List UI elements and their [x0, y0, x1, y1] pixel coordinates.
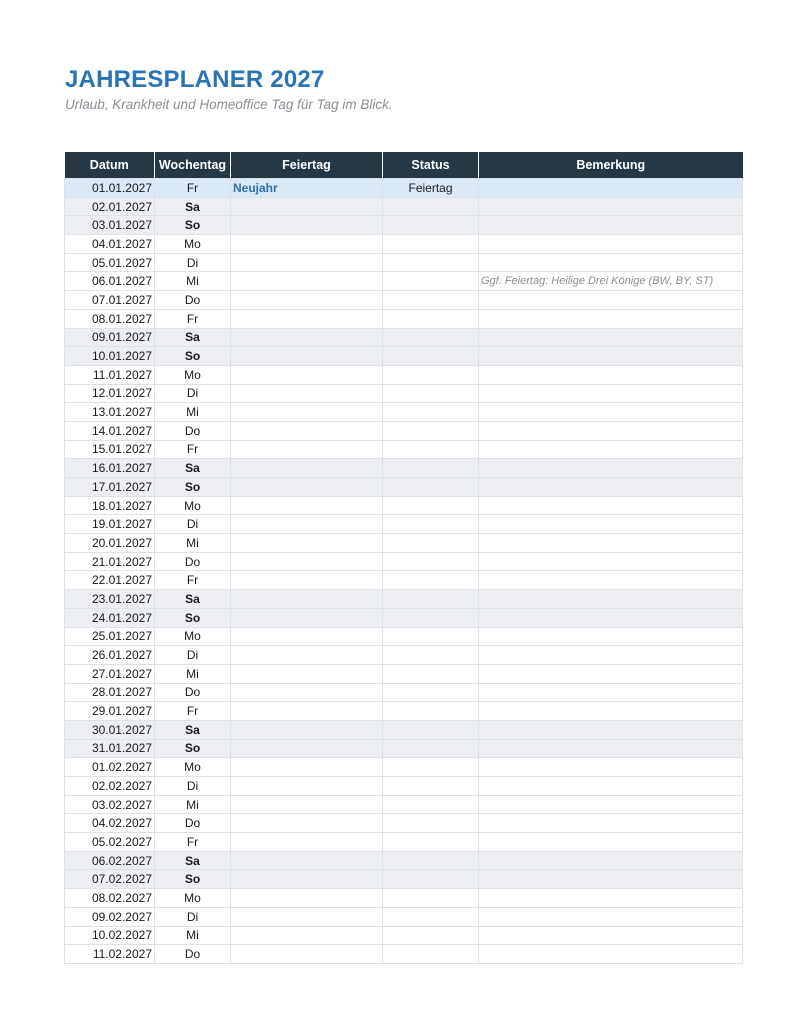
status-cell[interactable] [383, 889, 479, 908]
date-cell[interactable]: 05.01.2027 [65, 253, 155, 272]
weekday-cell[interactable]: Mi [155, 795, 231, 814]
note-cell[interactable] [479, 814, 743, 833]
weekday-cell[interactable]: Fr [155, 179, 231, 198]
table-row [65, 795, 743, 814]
table-row [65, 496, 743, 515]
weekday-cell[interactable]: Sa [155, 328, 231, 347]
holiday-cell[interactable] [231, 253, 383, 272]
date-cell[interactable]: 04.02.2027 [65, 814, 155, 833]
table-row [65, 926, 743, 945]
holiday-cell[interactable] [231, 907, 383, 926]
date-cell[interactable]: 01.01.2027 [65, 179, 155, 198]
table-row [65, 179, 743, 198]
holiday-cell[interactable] [231, 720, 383, 739]
date-cell[interactable]: 19.01.2027 [65, 515, 155, 534]
holiday-cell[interactable] [231, 571, 383, 590]
date-cell[interactable]: 13.01.2027 [65, 403, 155, 422]
column-header-bemerkung: Bemerkung [479, 152, 743, 179]
status-cell[interactable] [383, 777, 479, 796]
status-cell[interactable] [383, 347, 479, 366]
holiday-cell[interactable] [231, 739, 383, 758]
column-header-wochentag: Wochentag [155, 152, 231, 179]
status-cell[interactable] [383, 571, 479, 590]
date-cell[interactable]: 03.02.2027 [65, 795, 155, 814]
note-cell[interactable] [479, 851, 743, 870]
note-cell[interactable] [479, 720, 743, 739]
weekday-cell[interactable]: Di [155, 646, 231, 665]
table-row [65, 421, 743, 440]
date-cell[interactable]: 08.01.2027 [65, 309, 155, 328]
note-cell[interactable] [479, 216, 743, 235]
date-cell[interactable]: 20.01.2027 [65, 534, 155, 553]
table-row [65, 309, 743, 328]
weekday-cell[interactable]: Mo [155, 627, 231, 646]
note-cell[interactable] [479, 758, 743, 777]
status-cell[interactable] [383, 814, 479, 833]
date-cell[interactable]: 12.01.2027 [65, 384, 155, 403]
weekday-cell[interactable]: So [155, 870, 231, 889]
table-row [65, 590, 743, 609]
holiday-cell[interactable] [231, 590, 383, 609]
table-header [65, 152, 743, 179]
holiday-cell[interactable] [231, 889, 383, 908]
note-cell[interactable] [479, 870, 743, 889]
weekday-cell[interactable]: Di [155, 777, 231, 796]
weekday-cell[interactable]: Fr [155, 571, 231, 590]
note-cell[interactable] [479, 309, 743, 328]
note-cell[interactable] [479, 795, 743, 814]
table-row [65, 552, 743, 571]
holiday-cell[interactable] [231, 440, 383, 459]
table-row [65, 347, 743, 366]
date-cell[interactable]: 06.02.2027 [65, 851, 155, 870]
holiday-cell[interactable] [231, 646, 383, 665]
weekday-cell[interactable]: So [155, 478, 231, 497]
note-cell[interactable] [479, 403, 743, 422]
weekday-cell[interactable]: So [155, 608, 231, 627]
weekday-cell[interactable]: Mi [155, 272, 231, 291]
weekday-cell[interactable]: Sa [155, 851, 231, 870]
weekday-cell[interactable]: Do [155, 814, 231, 833]
table-row [65, 235, 743, 254]
holiday-cell[interactable] [231, 515, 383, 534]
weekday-cell[interactable]: Sa [155, 459, 231, 478]
table-row [65, 515, 743, 534]
date-cell[interactable]: 28.01.2027 [65, 683, 155, 702]
note-cell[interactable] [479, 739, 743, 758]
weekday-cell[interactable]: Do [155, 421, 231, 440]
table-row [65, 702, 743, 721]
table-row [65, 291, 743, 310]
status-cell[interactable] [383, 945, 479, 964]
holiday-cell[interactable] [231, 272, 383, 291]
table-row [65, 384, 743, 403]
date-cell[interactable]: 31.01.2027 [65, 739, 155, 758]
date-cell[interactable]: 01.02.2027 [65, 758, 155, 777]
weekday-cell[interactable]: So [155, 739, 231, 758]
status-cell[interactable] [383, 459, 479, 478]
table-row [65, 627, 743, 646]
status-cell[interactable]: Feiertag [383, 179, 479, 198]
table-row [65, 403, 743, 422]
table-row [65, 664, 743, 683]
status-cell[interactable] [383, 253, 479, 272]
date-cell[interactable]: 09.02.2027 [65, 907, 155, 926]
status-cell[interactable] [383, 833, 479, 852]
note-cell[interactable] [479, 478, 743, 497]
note-cell[interactable] [479, 291, 743, 310]
date-cell[interactable]: 07.01.2027 [65, 291, 155, 310]
column-header-datum: Datum [65, 152, 155, 179]
weekday-cell[interactable]: Mo [155, 365, 231, 384]
weekday-cell[interactable]: Do [155, 552, 231, 571]
weekday-cell[interactable]: Do [155, 291, 231, 310]
table-row [65, 720, 743, 739]
table-row [65, 646, 743, 665]
weekday-cell[interactable]: Di [155, 384, 231, 403]
page-title: JAHRESPLANER 2027 [65, 66, 325, 93]
table-row [65, 889, 743, 908]
holiday-cell[interactable] [231, 534, 383, 553]
table-row [65, 851, 743, 870]
status-cell[interactable] [383, 758, 479, 777]
note-cell[interactable] [479, 590, 743, 609]
status-cell[interactable] [383, 309, 479, 328]
table-row [65, 870, 743, 889]
holiday-cell[interactable] [231, 478, 383, 497]
weekday-cell[interactable]: Mi [155, 534, 231, 553]
status-cell[interactable] [383, 608, 479, 627]
note-cell[interactable] [479, 421, 743, 440]
note-cell[interactable] [479, 552, 743, 571]
status-cell[interactable] [383, 534, 479, 553]
status-cell[interactable] [383, 907, 479, 926]
table-row [65, 907, 743, 926]
status-cell[interactable] [383, 515, 479, 534]
page-subtitle: Urlaub, Krankheit und Homeoffice Tag für Tag im Blick. [65, 97, 393, 112]
note-cell[interactable] [479, 328, 743, 347]
table-row [65, 945, 743, 964]
status-cell[interactable] [383, 384, 479, 403]
weekday-cell[interactable]: Di [155, 515, 231, 534]
date-cell[interactable]: 11.01.2027 [65, 365, 155, 384]
date-cell[interactable]: 29.01.2027 [65, 702, 155, 721]
table-body [65, 179, 743, 964]
status-cell[interactable] [383, 235, 479, 254]
table-row [65, 683, 743, 702]
weekday-cell[interactable]: Do [155, 945, 231, 964]
note-cell[interactable] [479, 253, 743, 272]
date-cell[interactable]: 07.02.2027 [65, 870, 155, 889]
holiday-cell[interactable] [231, 365, 383, 384]
weekday-cell[interactable]: Sa [155, 197, 231, 216]
holiday-cell[interactable] [231, 403, 383, 422]
weekday-cell[interactable]: Mi [155, 926, 231, 945]
table-row [65, 328, 743, 347]
status-cell[interactable] [383, 440, 479, 459]
note-cell[interactable] [479, 179, 743, 198]
holiday-cell[interactable] [231, 870, 383, 889]
holiday-cell[interactable] [231, 347, 383, 366]
weekday-cell[interactable]: Mo [155, 758, 231, 777]
note-cell[interactable] [479, 515, 743, 534]
holiday-cell[interactable] [231, 291, 383, 310]
table-row [65, 459, 743, 478]
weekday-cell[interactable]: Mo [155, 889, 231, 908]
note-cell[interactable] [479, 777, 743, 796]
date-cell[interactable]: 16.01.2027 [65, 459, 155, 478]
note-cell[interactable] [479, 646, 743, 665]
date-cell[interactable]: 17.01.2027 [65, 478, 155, 497]
table-row [65, 814, 743, 833]
holiday-cell[interactable] [231, 235, 383, 254]
date-cell[interactable]: 30.01.2027 [65, 720, 155, 739]
status-cell[interactable] [383, 421, 479, 440]
status-cell[interactable] [383, 197, 479, 216]
note-cell[interactable] [479, 833, 743, 852]
date-cell[interactable]: 25.01.2027 [65, 627, 155, 646]
holiday-cell[interactable] [231, 309, 383, 328]
status-cell[interactable] [383, 291, 479, 310]
note-cell[interactable] [479, 702, 743, 721]
holiday-cell[interactable] [231, 421, 383, 440]
table-row [65, 777, 743, 796]
holiday-cell[interactable] [231, 833, 383, 852]
weekday-cell[interactable]: Do [155, 683, 231, 702]
date-cell[interactable]: 27.01.2027 [65, 664, 155, 683]
table-row [65, 253, 743, 272]
holiday-cell[interactable] [231, 851, 383, 870]
status-cell[interactable] [383, 720, 479, 739]
status-cell[interactable] [383, 646, 479, 665]
date-cell[interactable]: 22.01.2027 [65, 571, 155, 590]
holiday-cell[interactable] [231, 945, 383, 964]
holiday-cell[interactable] [231, 814, 383, 833]
header-row [65, 152, 743, 179]
holiday-cell[interactable] [231, 459, 383, 478]
date-cell[interactable]: 03.01.2027 [65, 216, 155, 235]
holiday-cell[interactable] [231, 608, 383, 627]
date-cell[interactable]: 18.01.2027 [65, 496, 155, 515]
note-cell[interactable] [479, 889, 743, 908]
holiday-cell[interactable]: Neujahr [231, 179, 383, 198]
table-row [65, 197, 743, 216]
weekday-cell[interactable]: Sa [155, 720, 231, 739]
note-cell[interactable] [479, 926, 743, 945]
status-cell[interactable] [383, 272, 479, 291]
holiday-cell[interactable] [231, 552, 383, 571]
date-cell[interactable]: 05.02.2027 [65, 833, 155, 852]
status-cell[interactable] [383, 627, 479, 646]
date-cell[interactable]: 26.01.2027 [65, 646, 155, 665]
date-cell[interactable]: 10.01.2027 [65, 347, 155, 366]
holiday-cell[interactable] [231, 926, 383, 945]
table-row [65, 365, 743, 384]
table-row [65, 739, 743, 758]
status-cell[interactable] [383, 552, 479, 571]
status-cell[interactable] [383, 496, 479, 515]
holiday-cell[interactable] [231, 496, 383, 515]
status-cell[interactable] [383, 870, 479, 889]
holiday-cell[interactable] [231, 777, 383, 796]
holiday-cell[interactable] [231, 683, 383, 702]
status-cell[interactable] [383, 328, 479, 347]
status-cell[interactable] [383, 590, 479, 609]
note-cell[interactable] [479, 384, 743, 403]
status-cell[interactable] [383, 702, 479, 721]
table-row [65, 833, 743, 852]
holiday-cell[interactable] [231, 328, 383, 347]
holiday-cell[interactable] [231, 627, 383, 646]
status-cell[interactable] [383, 365, 479, 384]
weekday-cell[interactable]: Fr [155, 702, 231, 721]
note-cell[interactable] [479, 608, 743, 627]
weekday-cell[interactable]: Mo [155, 235, 231, 254]
note-cell[interactable] [479, 627, 743, 646]
weekday-cell[interactable]: So [155, 347, 231, 366]
note-cell[interactable] [479, 683, 743, 702]
table-row [65, 758, 743, 777]
holiday-cell[interactable] [231, 758, 383, 777]
table-row [65, 440, 743, 459]
note-cell[interactable] [479, 365, 743, 384]
date-cell[interactable]: 10.02.2027 [65, 926, 155, 945]
status-cell[interactable] [383, 851, 479, 870]
note-cell[interactable] [479, 440, 743, 459]
weekday-cell[interactable]: Di [155, 253, 231, 272]
note-cell[interactable] [479, 664, 743, 683]
weekday-cell[interactable]: Fr [155, 440, 231, 459]
weekday-cell[interactable]: So [155, 216, 231, 235]
note-cell[interactable] [479, 496, 743, 515]
table-row [65, 571, 743, 590]
note-cell[interactable] [479, 235, 743, 254]
holiday-cell[interactable] [231, 384, 383, 403]
status-cell[interactable] [383, 664, 479, 683]
date-cell[interactable]: 21.01.2027 [65, 552, 155, 571]
note-cell[interactable] [479, 571, 743, 590]
date-cell[interactable]: 06.01.2027 [65, 272, 155, 291]
weekday-cell[interactable]: Fr [155, 309, 231, 328]
table-row [65, 534, 743, 553]
year-planner-table [64, 152, 743, 964]
column-header-feiertag: Feiertag [231, 152, 383, 179]
weekday-cell[interactable]: Fr [155, 833, 231, 852]
date-cell[interactable]: 15.01.2027 [65, 440, 155, 459]
table-row [65, 272, 743, 291]
holiday-cell[interactable] [231, 664, 383, 683]
date-cell[interactable]: 04.01.2027 [65, 235, 155, 254]
weekday-cell[interactable]: Mo [155, 496, 231, 515]
date-cell[interactable]: 08.02.2027 [65, 889, 155, 908]
status-cell[interactable] [383, 926, 479, 945]
holiday-cell[interactable] [231, 216, 383, 235]
table-row [65, 478, 743, 497]
column-header-status: Status [383, 152, 479, 179]
note-cell[interactable] [479, 197, 743, 216]
weekday-cell[interactable]: Sa [155, 590, 231, 609]
date-cell[interactable]: 23.01.2027 [65, 590, 155, 609]
date-cell[interactable]: 09.01.2027 [65, 328, 155, 347]
date-cell[interactable]: 14.01.2027 [65, 421, 155, 440]
date-cell[interactable]: 11.02.2027 [65, 945, 155, 964]
holiday-cell[interactable] [231, 702, 383, 721]
table-row [65, 216, 743, 235]
holiday-cell[interactable] [231, 795, 383, 814]
note-cell[interactable] [479, 945, 743, 964]
note-cell[interactable] [479, 459, 743, 478]
note-cell[interactable] [479, 534, 743, 553]
holiday-cell[interactable] [231, 197, 383, 216]
note-cell[interactable] [479, 347, 743, 366]
weekday-cell[interactable]: Mi [155, 664, 231, 683]
table-row [65, 608, 743, 627]
status-cell[interactable] [383, 216, 479, 235]
status-cell[interactable] [383, 403, 479, 422]
weekday-cell[interactable]: Di [155, 907, 231, 926]
note-cell[interactable]: Ggf. Feiertag: Heilige Drei Könige (BW, BY, ST) [479, 272, 743, 291]
date-cell[interactable]: 24.01.2027 [65, 608, 155, 627]
status-cell[interactable] [383, 795, 479, 814]
status-cell[interactable] [383, 683, 479, 702]
status-cell[interactable] [383, 739, 479, 758]
weekday-cell[interactable]: Mi [155, 403, 231, 422]
status-cell[interactable] [383, 478, 479, 497]
date-cell[interactable]: 02.02.2027 [65, 777, 155, 796]
date-cell[interactable]: 02.01.2027 [65, 197, 155, 216]
note-cell[interactable] [479, 907, 743, 926]
